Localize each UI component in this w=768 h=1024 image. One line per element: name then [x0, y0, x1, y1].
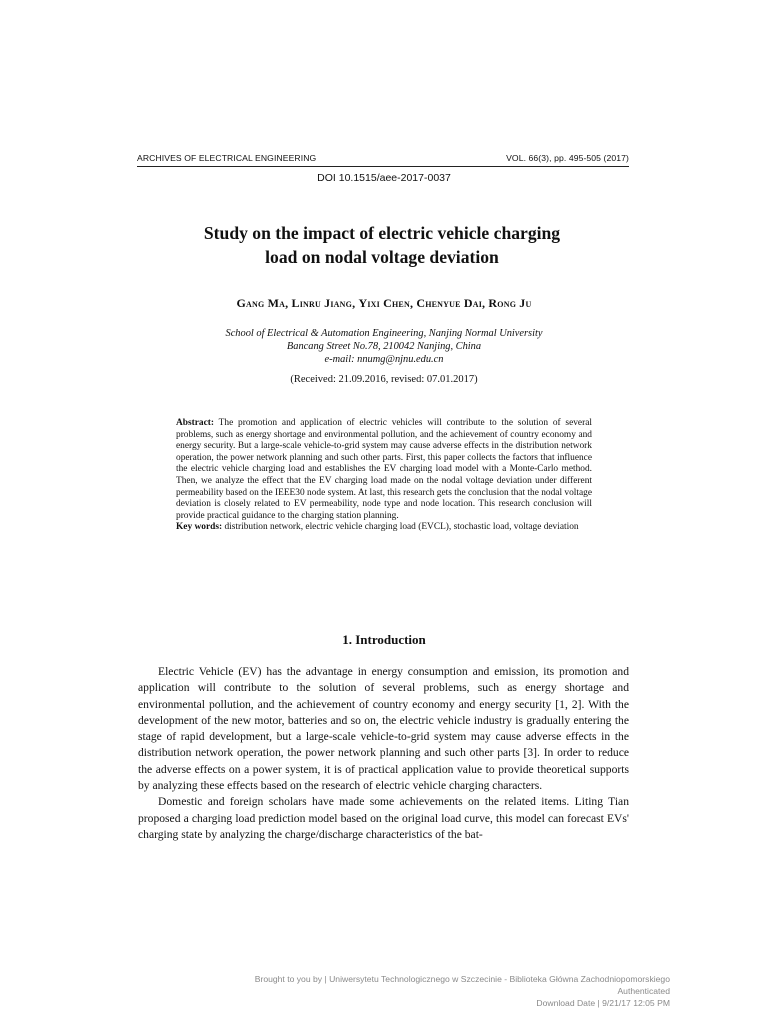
- author: Linru Jiang: [291, 296, 353, 310]
- author-list: Gang Ma, Linru Jiang, Yixi Chen, Chenyue Dai, Rong Ju: [236, 296, 532, 310]
- author: Chenyue Dai: [416, 296, 483, 310]
- received-dates: (Received: 21.09.2016, revised: 07.01.2017): [290, 374, 478, 385]
- author: Rong Ju: [488, 296, 532, 310]
- running-header: [137, 153, 629, 167]
- abstract-label: Abstract:: [176, 418, 215, 428]
- download-footer: [255, 973, 670, 1009]
- body-paragraph: Electric Vehicle (EV) has the advantage in energy consumption and emission, its promotion and application will contribute to the solution of several problems, such as energy shortage and environmental pollution, and the achievement of country economy and energy security [1, 2]. With the development of the new motor, batteries and so on, the electric vehicle industry is gradually entering the stage of rapid development, but a large-scale vehicle-to-grid system may cause adverse effects in the distribution network operation, the power network planning and such other parts [3]. In order to reduce the adverse effects on a power system, it is of practical application value to provide theoretical supports by analyzing these effects based on the research of electric vehicle charging characters.: [138, 665, 629, 793]
- affiliation-line: Bancang Street No.78, 210042 Nanjing, China: [286, 341, 482, 353]
- body-text: [138, 664, 629, 843]
- keywords-label: Key words:: [176, 522, 223, 533]
- footer-line: Authenticated: [617, 986, 670, 996]
- footer-line: Download Date | 9/21/17 12:05 PM: [536, 998, 670, 1008]
- journal-name: ARCHIVES OF ELECTRICAL ENGINEERING: [137, 153, 317, 163]
- title-line: load on nodal voltage deviation: [265, 247, 499, 267]
- title-line: Study on the impact of electric vehicle charging: [203, 223, 561, 243]
- body-paragraph: Domestic and foreign scholars have made some achievements on the related items. Liting Tian proposed a charging load prediction model based on the original load curve, this model can forecast EVs' charging state by analyzing the charge/discharge characteristics of the bat-: [138, 795, 629, 841]
- doi: DOI 10.1515/aee-2017-0037: [317, 172, 451, 184]
- email: e-mail: nnumg@njnu.edu.cn: [324, 354, 444, 366]
- abstract-paragraph: [176, 418, 592, 522]
- volume-info: VOL. 66(3), pp. 495-505 (2017): [506, 153, 629, 163]
- abstract: [176, 418, 592, 534]
- abstract-text: The promotion and application of electric vehicles will contribute to the solution of several problems, such as energy shortage and environmental pollution, and the achievement of country economy and energy security. But a large-scale vehicle-to-grid system may cause adverse effects in the distribution network operation, the power network planning and such other parts. First, this paper collects the factors that influence the electric vehicle charging load and establishes the EV charging load model with a Monte-Carlo method. Then, we analyze the effect that the EV charging load made on the nodal voltage deviation under different permeability based on the IEEE30 node system. At last, this research gets the conclusion that the nodal voltage deviation is closely related to EV permeability, node type and node location. This research conclusion will provide practical guidance to the charging station planning.: [176, 418, 592, 521]
- keywords-text: distribution network, electric vehicle charging load (EVCL), stochastic load, voltage deviation: [224, 522, 579, 533]
- footer-line: Brought to you by | Uniwersytetu Technologicznego w Szczecinie - Biblioteka Główna Zachodniopomorskiego: [254, 974, 670, 984]
- author: Yixi Chen: [358, 296, 410, 310]
- keywords-paragraph: [176, 522, 592, 534]
- affiliation: [0, 327, 768, 367]
- paper-title: [150, 221, 614, 269]
- section-heading: 1. Introduction: [342, 632, 426, 647]
- author: Gang Ma: [236, 296, 286, 310]
- affiliation-line: School of Electrical & Automation Engineering, Nanjing Normal University: [225, 328, 543, 339]
